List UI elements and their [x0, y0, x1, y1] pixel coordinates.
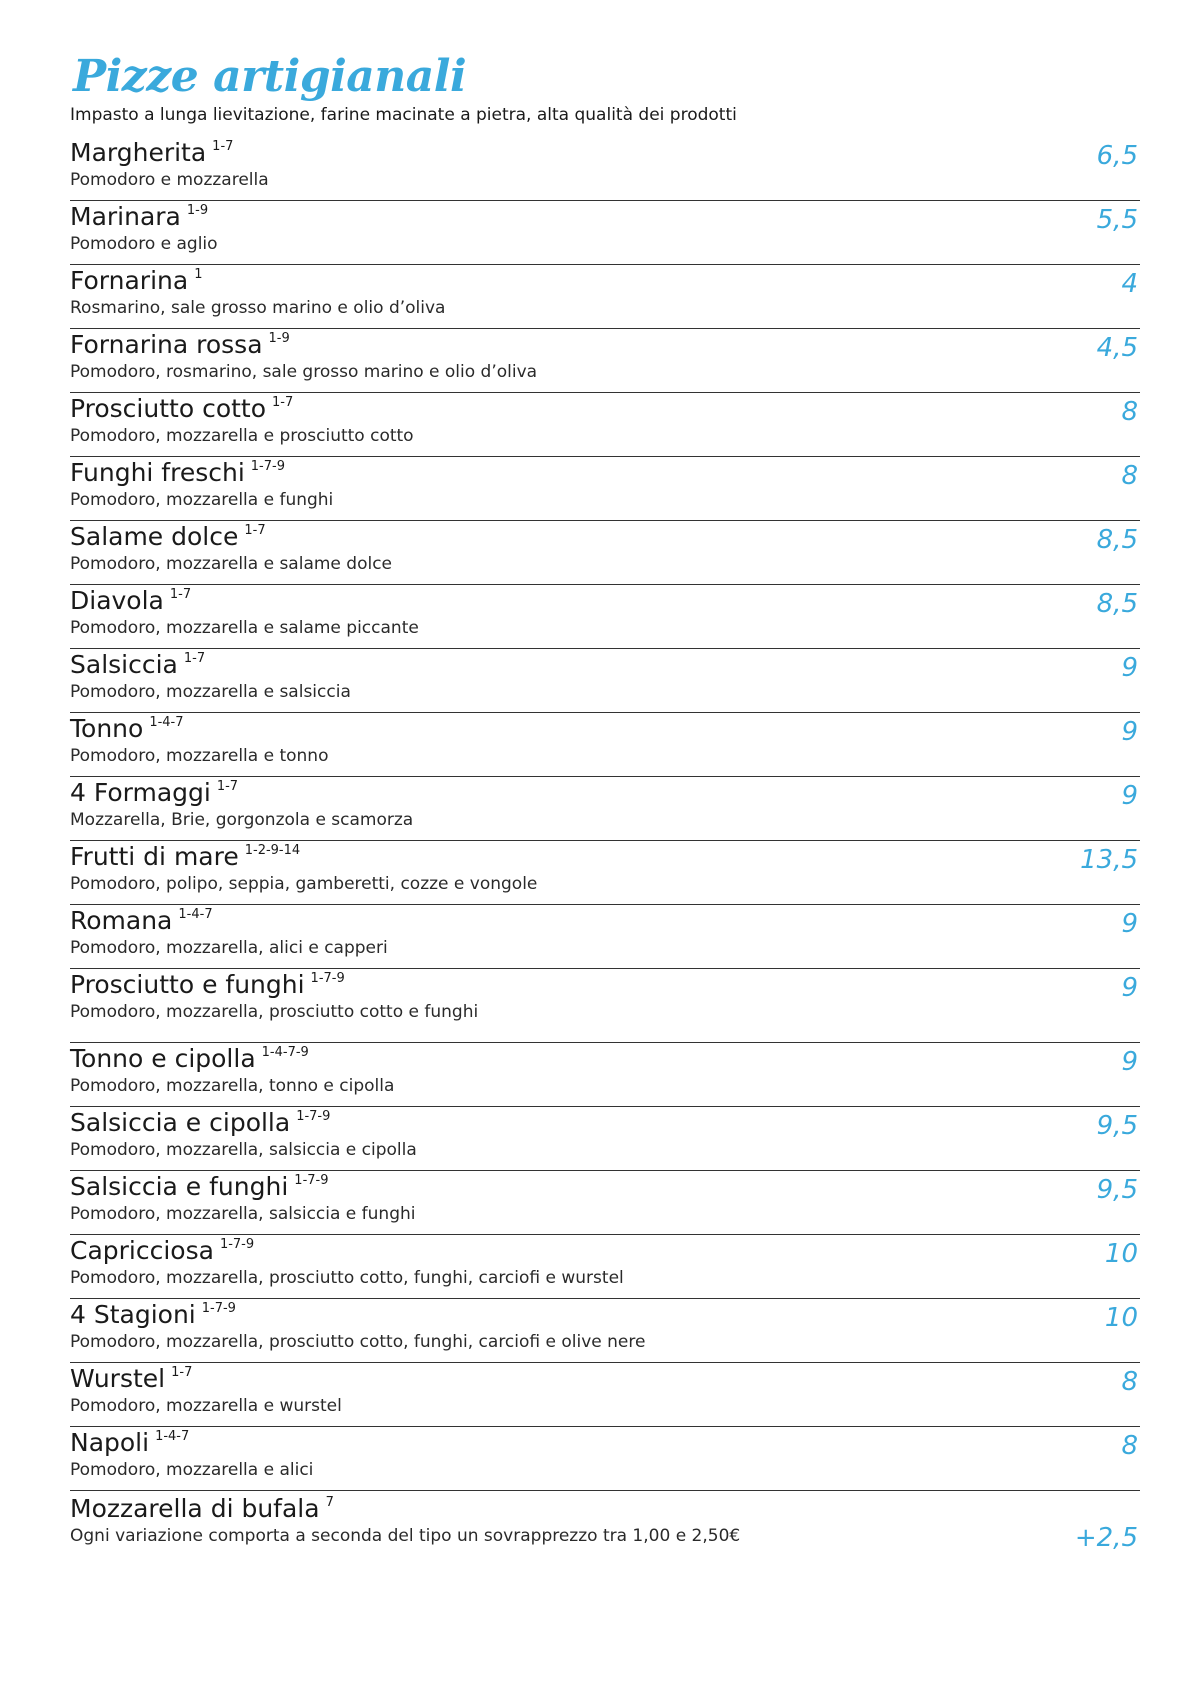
item-allergens: 1-7 — [212, 139, 234, 155]
item-allergens: 1-7-9 — [294, 1173, 329, 1189]
item-price: 8,5 — [1096, 589, 1138, 620]
item-name: Fornarina rossa — [70, 330, 263, 360]
menu-item — [70, 1171, 1140, 1235]
item-price: 4,5 — [1096, 333, 1138, 364]
item-price: 8,5 — [1096, 525, 1138, 556]
item-description: Pomodoro, mozzarella, salsiccia e funghi — [70, 1204, 416, 1225]
item-description: Pomodoro, mozzarella e funghi — [70, 490, 334, 511]
item-description: Pomodoro e mozzarella — [70, 170, 269, 191]
item-allergens: 1-7 — [216, 779, 239, 795]
item-name-line — [70, 1495, 334, 1524]
item-description: Pomodoro, mozzarella e tonno — [70, 746, 329, 767]
item-allergens: 1-7 — [272, 395, 294, 411]
item-name-line — [70, 715, 184, 744]
item-description: Pomodoro, rosmarino, sale grosso marino e olio d’oliva — [70, 362, 538, 383]
item-name-line — [70, 267, 202, 296]
item-description: Ogni variazione comporta a seconda del tipo un sovrapprezzo tra 1,00 e 2,50€ — [70, 1526, 741, 1547]
item-allergens: 1-7-9 — [310, 971, 345, 987]
item-name: Salsiccia e cipolla — [70, 1108, 291, 1138]
item-allergens: 1 — [194, 267, 203, 283]
menu-item — [70, 329, 1140, 393]
item-price: 9 — [1121, 909, 1138, 940]
item-name: Diavola — [70, 586, 164, 616]
item-description: Rosmarino, sale grosso marino e olio d’oliva — [70, 298, 446, 319]
item-name: Tonno e cipolla — [70, 1044, 256, 1074]
item-name: Marinara — [70, 202, 181, 232]
menu-item — [70, 137, 1140, 201]
item-name-line — [70, 971, 345, 1000]
menu-item — [70, 841, 1140, 905]
menu-page — [70, 51, 1140, 1573]
item-price: 13,5 — [1080, 845, 1138, 876]
item-name-line — [70, 1365, 192, 1394]
menu-item — [70, 905, 1140, 969]
item-name-line — [70, 843, 300, 872]
menu-item — [70, 777, 1140, 841]
item-name-line — [70, 587, 191, 616]
item-name-line — [70, 651, 205, 680]
item-allergens: 7 — [325, 1495, 334, 1511]
item-name: 4 Stagioni — [70, 1300, 196, 1330]
menu-item — [70, 649, 1140, 713]
item-name: Tonno — [70, 714, 144, 744]
menu-item — [70, 1427, 1140, 1491]
menu-item — [70, 713, 1140, 777]
item-allergens: 1-4-7 — [149, 715, 184, 731]
item-allergens: 1-7-9 — [296, 1109, 331, 1125]
item-price: 9 — [1121, 781, 1138, 812]
item-description: Pomodoro, mozzarella e prosciutto cotto — [70, 426, 414, 447]
menu-item — [70, 1363, 1140, 1427]
item-price: 5,5 — [1096, 205, 1138, 236]
item-description: Mozzarella, Brie, gorgonzola e scamorza — [70, 810, 414, 831]
item-name: Salsiccia e funghi — [70, 1172, 289, 1202]
item-price: 8 — [1121, 397, 1138, 428]
item-allergens: 1-7 — [169, 587, 192, 603]
item-name-line — [70, 1301, 236, 1330]
item-name-line — [70, 1429, 189, 1458]
item-price: 9 — [1121, 973, 1138, 1004]
menu-item — [70, 201, 1140, 265]
item-allergens: 1-2-9-14 — [244, 843, 301, 859]
menu-item — [70, 1043, 1140, 1107]
item-description: Pomodoro, mozzarella, prosciutto cotto, funghi, carciofi e wurstel — [70, 1268, 624, 1289]
item-name: Romana — [70, 906, 173, 936]
item-allergens: 1-7 — [171, 1365, 193, 1381]
item-description: Pomodoro, mozzarella, alici e capperi — [70, 938, 388, 959]
item-name-line — [70, 523, 266, 552]
item-name-line — [70, 1173, 329, 1202]
item-allergens: 1-9 — [186, 203, 209, 219]
item-name-line — [70, 139, 233, 168]
item-name: Frutti di mare — [70, 842, 239, 872]
item-price: 4 — [1121, 269, 1138, 300]
item-name-line — [70, 203, 208, 232]
item-description: Pomodoro, mozzarella, prosciutto cotto, funghi, carciofi e olive nere — [70, 1332, 646, 1353]
item-price: 8 — [1121, 1431, 1138, 1462]
menu-item — [70, 1107, 1140, 1171]
item-allergens: 1-7-9 — [250, 459, 285, 475]
item-name-line — [70, 1045, 309, 1074]
item-price: 9,5 — [1096, 1175, 1138, 1206]
item-name-line — [70, 331, 290, 360]
item-name-line — [70, 459, 285, 488]
item-price: 9 — [1121, 653, 1138, 684]
item-price: 8 — [1121, 461, 1138, 492]
menu-item — [70, 585, 1140, 649]
menu-item — [70, 1299, 1140, 1363]
menu-subtitle: Impasto a lunga lievitazione, farine macinate a pietra, alta qualità dei prodotti — [70, 105, 737, 125]
item-description: Pomodoro, mozzarella, tonno e cipolla — [70, 1076, 395, 1097]
item-price: 10 — [1104, 1303, 1138, 1334]
item-name: Funghi freschi — [70, 458, 245, 488]
item-name: Fornarina — [70, 266, 189, 296]
item-description: Pomodoro, polipo, seppia, gamberetti, cozze e vongole — [70, 874, 538, 895]
menu-item — [70, 1493, 1140, 1573]
item-allergens: 1-4-7 — [178, 907, 213, 923]
item-price: 10 — [1104, 1239, 1138, 1270]
item-name: Prosciutto e funghi — [70, 970, 305, 1000]
item-price: 9,5 — [1096, 1111, 1138, 1142]
menu-item — [70, 1235, 1140, 1299]
item-name: Salame dolce — [70, 522, 239, 552]
item-name-line — [70, 1109, 330, 1138]
item-name: Prosciutto cotto — [70, 394, 267, 424]
item-allergens: 1-9 — [268, 331, 290, 347]
item-name: Mozzarella di bufala — [70, 1494, 320, 1524]
item-description: Pomodoro, mozzarella, salsiccia e cipolla — [70, 1140, 417, 1161]
item-description: Pomodoro e aglio — [70, 234, 218, 255]
item-price: 6,5 — [1096, 141, 1138, 172]
menu-item — [70, 521, 1140, 585]
menu-item — [70, 393, 1140, 457]
menu-item — [70, 969, 1140, 1043]
menu-item-list — [70, 137, 1140, 1573]
menu-item — [70, 457, 1140, 521]
item-allergens: 1-4-7 — [155, 1429, 190, 1445]
item-name: Wurstel — [70, 1364, 166, 1394]
item-price: 9 — [1121, 1047, 1138, 1078]
item-price: 9 — [1121, 717, 1138, 748]
item-name-line — [70, 779, 238, 808]
item-description: Pomodoro, mozzarella e salsiccia — [70, 682, 351, 703]
item-description: Pomodoro, mozzarella e wurstel — [70, 1396, 342, 1417]
item-name-line — [70, 1237, 254, 1266]
menu-item — [70, 265, 1140, 329]
item-name: Margherita — [70, 138, 207, 168]
item-name-line — [70, 907, 213, 936]
item-description: Pomodoro, mozzarella e salame dolce — [70, 554, 393, 575]
item-allergens: 1-4-7-9 — [261, 1045, 309, 1061]
item-description: Pomodoro, mozzarella e salame piccante — [70, 618, 419, 639]
item-name: Napoli — [70, 1428, 150, 1458]
item-price: 8 — [1121, 1367, 1138, 1398]
item-name-line — [70, 395, 293, 424]
item-allergens: 1-7 — [183, 651, 206, 667]
item-description: Pomodoro, mozzarella e alici — [70, 1460, 314, 1481]
menu-title: Pizze artigianali — [73, 51, 467, 102]
item-allergens: 1-7 — [244, 523, 266, 539]
item-name: Capricciosa — [70, 1236, 214, 1266]
item-price: +2,5 — [1074, 1523, 1138, 1554]
item-allergens: 1-7-9 — [219, 1237, 255, 1253]
item-allergens: 1-7-9 — [201, 1301, 236, 1317]
item-description: Pomodoro, mozzarella, prosciutto cotto e funghi — [70, 1002, 479, 1023]
item-name: Salsiccia — [70, 650, 178, 680]
item-name: 4 Formaggi — [70, 778, 211, 808]
